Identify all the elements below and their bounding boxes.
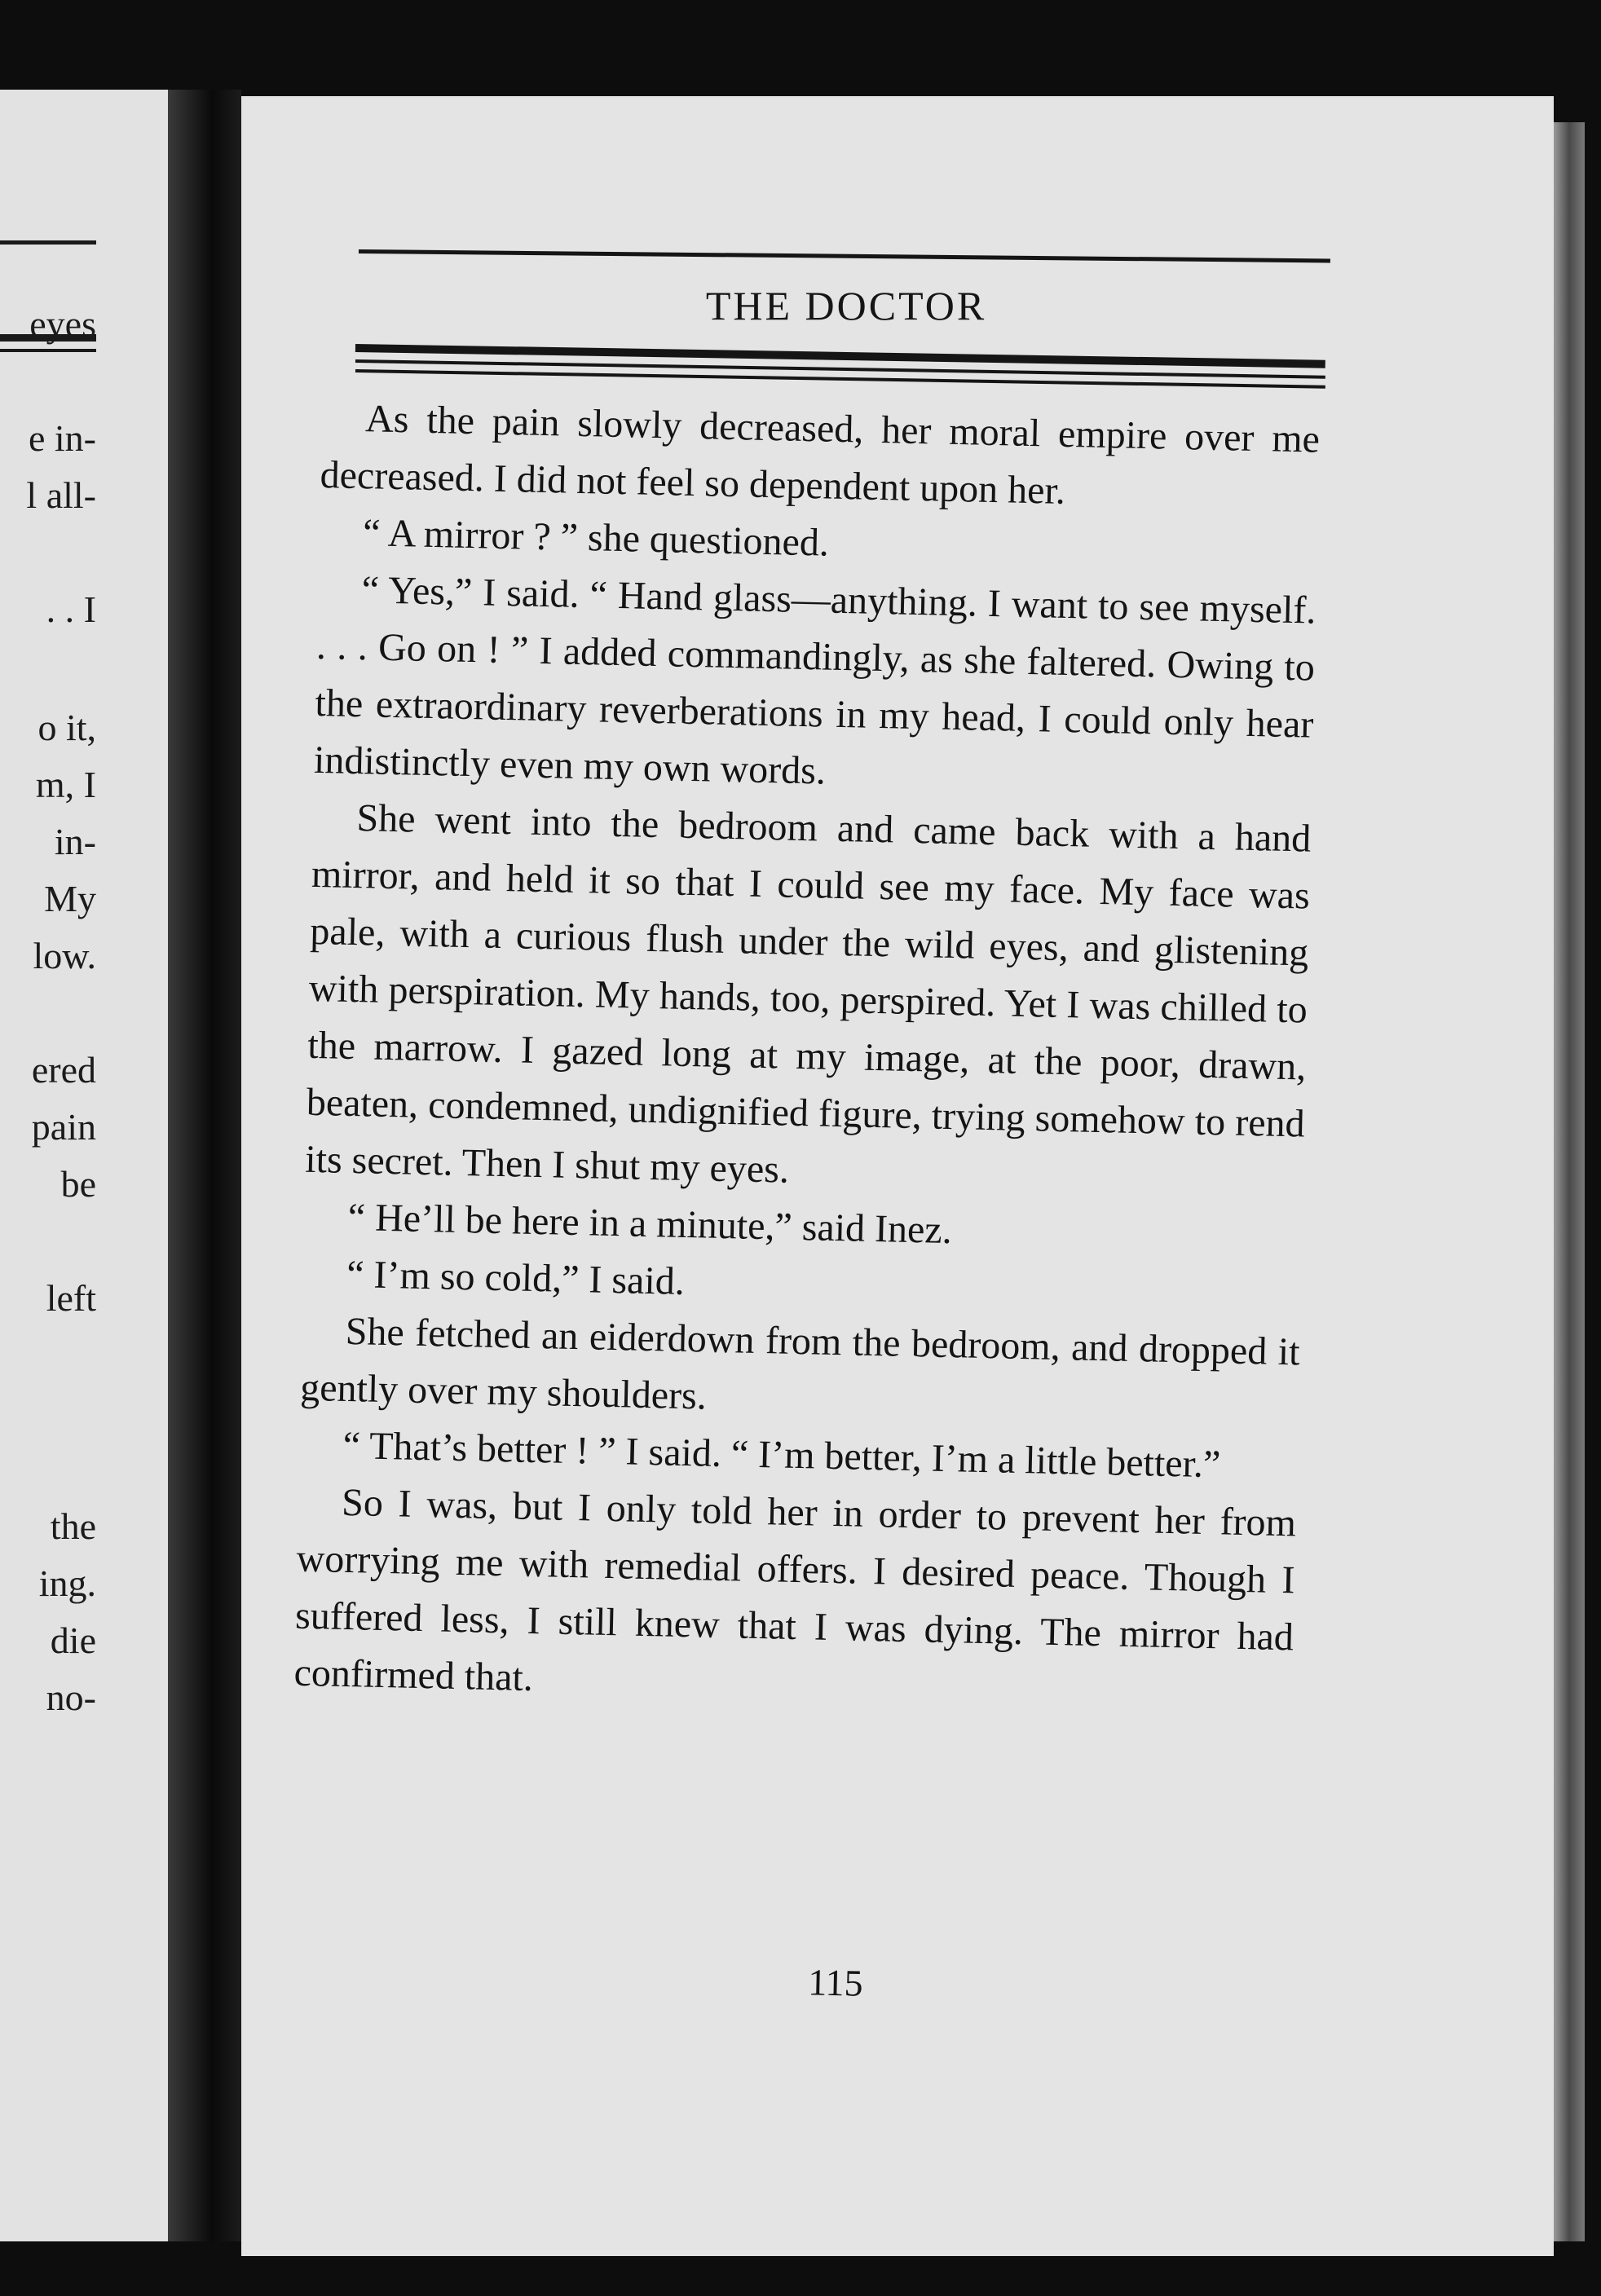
left-page-line-fragment: ing. — [38, 1562, 96, 1604]
paragraph: “ He’ll be here in a minute,” said Inez. — [347, 1195, 953, 1253]
running-head: THE DOCTOR — [705, 283, 987, 328]
left-page-line-fragment: low. — [33, 935, 96, 976]
page-edge — [1554, 122, 1585, 2241]
left-page-top-rule — [0, 240, 96, 245]
paragraph: She fetched an eiderdown from the bedroom, and dropped it gently over my shoulders. — [299, 1309, 1301, 1418]
left-page-line-fragment: the — [50, 1505, 96, 1547]
left-page-line-fragment: . . I — [46, 588, 96, 630]
left-page-line-fragment: m, I — [35, 764, 96, 805]
left-page-line-fragment: eyes — [29, 303, 96, 345]
paragraph: “ Yes,” I said. “ Hand glass—anything. I want to see myself. . . . Go on ! ” I added commandingly, as she faltered. Owing to the extraordinary reverberations in my head, I could only hear indistinctly even my own words. — [313, 568, 1317, 793]
paragraph: “ A mirror ? ” she questioned. — [362, 511, 830, 565]
left-page-line-fragment: in- — [54, 821, 96, 862]
left-page-line-fragment: pain — [31, 1106, 96, 1148]
left-page-line-fragment: o it, — [37, 707, 96, 748]
paragraph: “ I’m so cold,” I said. — [346, 1252, 686, 1303]
left-page-line-fragment: e in- — [28, 417, 96, 459]
book-gutter — [168, 90, 241, 2241]
paragraph: She went into the bedroom and came back with a hand mirror, and held it so that I could see my face. My face was pale, with a curious flush under the wild eyes, and glistening with perspiration. My hands, too, perspired. Yet I was chilled to the marrow. I gazed long at my image, at the poor, drawn, beaten, condemned, undignified figure, trying somehow to rend its secret. Then I shut my eyes. — [304, 796, 1312, 1192]
left-page-line-fragment: My — [44, 878, 96, 919]
left-page-line-fragment: no- — [46, 1677, 96, 1718]
left-page-fragment — [0, 90, 168, 2241]
left-page-line-fragment: die — [50, 1620, 96, 1661]
left-page-line-fragment: be — [60, 1163, 96, 1205]
paragraph: As the pain slowly decreased, her moral empire over me decreased. I did not feel so dependent upon her. — [320, 397, 1321, 513]
left-page-line-fragment: left — [46, 1277, 96, 1319]
left-page-head-rule-thin — [0, 349, 96, 352]
left-page-line-fragment: l all- — [26, 474, 96, 516]
left-page-line-fragment: ered — [31, 1049, 96, 1091]
paragraph: “ That’s better ! ” I said. “ I’m better, I’m a little better.” — [342, 1423, 1221, 1487]
page-number: 115 — [807, 1961, 864, 2004]
paragraph: So I was, but I only told her in order to prevent her from worrying me with remedial offers. I desired peace. Though I suffered less, I still knew that I was dying. The mirror had confirmed that. — [293, 1480, 1297, 1700]
page-body-text — [293, 390, 1321, 1723]
